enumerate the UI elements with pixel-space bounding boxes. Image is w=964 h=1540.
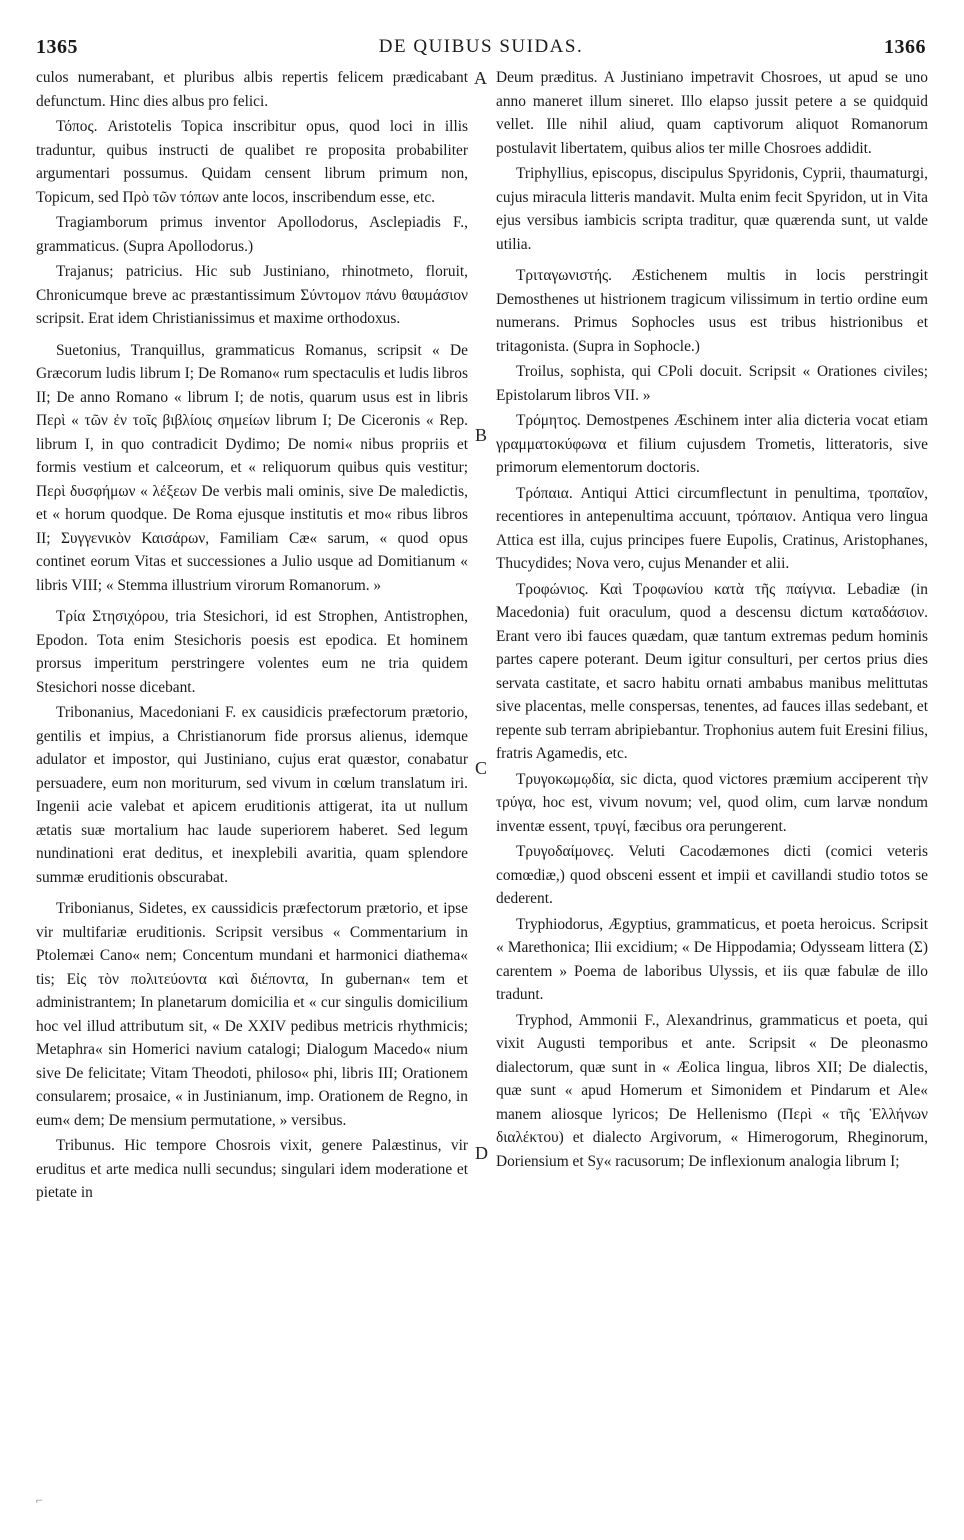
paragraph: Τόπος. Aristotelis Topica inscribitur opus, quod loci in illis traduntur, quibus instructi de qualibet re proposita probabiliter argumentari possumus. Quidam censent librum primum non, Topicum, sed Πρὸ τῶν τόπων ante locos, inscribendum esse, etc. bbox=[36, 118, 468, 206]
paragraph: Τρυγοδαίμονες. Veluti Cacodæmones dicti (comici veteris comœdiæ,) quod obsceni essent et impii et cavillandi studio totos se dederent. bbox=[496, 843, 928, 907]
right-column bbox=[496, 66, 928, 1175]
paragraph: Tryphiodorus, Ægyptius, grammaticus, et poeta heroicus. Scripsit « Marethonica; Ilii excidium; « De Hippodamia; Odysseam littera (Σ) carentem » Poema de laboribus Ulyssis, et iis quæ fabulæ de illo tradunt. bbox=[496, 915, 928, 1003]
page-number-left: 1365 bbox=[36, 36, 78, 58]
paragraph: Suetonius, Tranquillus, grammaticus Romanus, scripsit « De Græcorum ludis librum I; De Romano« rum spectaculis et ludis libros II; De anno Romano « librum I; de notis, quarum usus est in libris Περὶ « τῶν ἐν τοῖς βιβλίοις σημείων librum I; De Ciceronis « Rep. librum I, in quo contradicit Dydimo; De nomi« nibus propriis et formis vestium et calceorum, et « reliquorum quibus quis vestitur; Περὶ δυσφήμων « λέξεων De verbis mali ominis, sive De maledictis, et « horum quodque. De Roma ejusque institutis et mo« ribus libros II; Συγγενικὸν Καισάρων, Familiam Cæ« sarum, « quod opus continet eorum Vitas et successiones a Julio usque ad Domitianum « libris VIII; « Stemma illustrium virorum Romanorum. » bbox=[36, 341, 468, 594]
paragraph: Trajanus; patricius. Hic sub Justiniano, rhinotmeto, floruit, Chronicumque breve ac præstantissimum Σύντομον πάνυ θαυμάσιον scripsit. Erat idem Christianissimus et maxime orthodoxus. bbox=[36, 263, 468, 327]
paragraph: Tryphod, Ammonii F., Alexandrinus, grammaticus et poeta, qui vixit Augusti temporibus et ante. Scripsit « De pleonasmo dialectorum, quæ sunt in « Æolica lingua, libros XII; De dialectis, quæ sunt « apud Homerum et Simonidem et Pindarum et Ale« manem aliosque lyricos; De Hellenismo (Περὶ « τῆς Ἑλλήνων διαλέκτου) et dialecto Argivorum, « Himerogorum, Rheginorum, Doriensium et Sy« racusorum; De inflexionum analogia librum I; bbox=[496, 1011, 928, 1170]
paragraph: Tribonanius, Macedoniani F. ex causidicis præfectorum prætorio, gentilis et impius, a Christianorum fide prorsus alienus, idemque adulator et impostor, qui Justiniano, cujus erat quæstor, conabatur persuadere, eum non moriturum, sed vivum in cœlum translatum iri. Ingenii acie valebat et apicem eruditionis attigerat, ita ut nullum ætatis suæ mortalium hac laude superiorem haberet. Sed legum nundinationi erat deditus, et inexplebili avaritia, quam splendore summæ eruditionis obscurabat. bbox=[36, 704, 468, 886]
paragraph: Τρόμητος. Demostpenes Æschinem inter alia dicteria vocat etiam γραμματοκύφωνα et filium cujusdem Trometis, litteratoris, sive primorum elementorum doctoris. bbox=[496, 412, 928, 476]
footer-mark: ⌐ bbox=[36, 1493, 43, 1507]
paragraph: Tribunus. Hic tempore Chosrois vixit, genere Palæstinus, vir eruditus et arte medica nulli secundus; singulari idem moderatione et pietate in bbox=[36, 1137, 468, 1201]
paragraph: Τρυγοκωμῳδία, sic dicta, quod victores præmium acciperent τὴν τρύγα, hoc est, vivum novum; vel, quod olim, cum larvæ nondum inventæ essent, τρυγί, fæcibus ora perungerent. bbox=[496, 770, 928, 835]
paragraph: Τριταγωνιστής. Æstichenem multis in locis perstringit Demosthenes ut histrionem tragicum vilissimum in tertio ordine eum numerans. Primus Sophocles usus est tribus histrionibus et tritagonista. (Supra in Sophocle.) bbox=[496, 267, 928, 355]
paragraph: Tribonianus, Sidetes, ex caussidicis præfectorum prætorio, et ipse vir multifariæ eruditionis. Scripsit versibus « Commentarium in Ptolemæi Cano« nem; Concentum mundani et harmonici diathema« tis; Εἰς τὸν πολιτεύοντα καὶ διέποντα, In gubernan« tem et administrantem; In planetarum domicilia et « cur singulis domicilium hoc vel illud attributum sit, « De XXIV pedibus metricis rhythmicis; Metaphra« sin Homerici navium catalogi; Dialogum Macedo« nium sive De felicitate; Vitam Theodoti, philoso« phi, libris III; Orationem consularem; prosaice, « in Justinianum, imp. Orationem de Regno, in eum« dem; De mensium permutatione, » versibus. bbox=[36, 900, 468, 1129]
page-header bbox=[36, 36, 926, 64]
paragraph: Tragiamborum primus inventor Apollodorus, Asclepiadis F., grammaticus. (Supra Apollodorus.) bbox=[36, 214, 468, 255]
paragraph: Triphyllius, episcopus, discipulus Spyridonis, Cyprii, thaumaturgi, cujus miracula litteris mandavit. Multa enim fecit Spyridon, ut in Vita ejus versibus iambicis scripta traditur, quæ quærenda sunt, ut valde utilia. bbox=[496, 165, 928, 253]
running-title: DE QUIBUS SUIDAS. bbox=[378, 36, 584, 57]
left-column bbox=[36, 66, 468, 1207]
paragraph: Deum præditus. A Justiniano impetravit Chosroes, ut apud se uno anno maneret illum sineret. Illo elapso jussit petere a se quidquid vellet. Ille nihil aliud, quam captivorum aliquot Romanorum postulavit libertatem, quibus alios ter mille Chosroes addidit. bbox=[496, 69, 928, 157]
margin-marker-b: B bbox=[475, 425, 488, 445]
paragraph: culos numerabant, et pluribus albis repertis felicem prædicabant defunctum. Hinc dies albus pro felici. bbox=[36, 69, 468, 110]
paragraph: Τρία Στησιχόρου, tria Stesichori, id est Strophen, Antistrophen, Epodon. Tota enim Stesichoris poesis est epodica. Et hominem prorsus imperitum perstringere volentes eum ne tria quidem Stesichori nosse dicebant. bbox=[36, 608, 468, 696]
page-number-right: 1366 bbox=[884, 36, 926, 58]
margin-marker-c: C bbox=[475, 758, 488, 778]
margin-marker-a: A bbox=[474, 68, 487, 88]
margin-marker-d: D bbox=[475, 1143, 488, 1163]
paragraph: Τρόπαια. Antiqui Attici circumflectunt in penultima, τροπαῖον, recentiores in antepenultima accuunt, τρόπαιον. Antiqua vero lingua Attica est illa, cujus principes fuere Eupolis, Cratinus, Aristophanes, Thucydides; Nova vero, cujus Menander et alii. bbox=[496, 484, 928, 572]
paragraph: Troilus, sophista, qui CPoli docuit. Scripsit « Orationes civiles; Epistolarum libros VII. » bbox=[496, 363, 928, 404]
paragraph: Τροφώνιος. Καὶ Τροφωνίου κατὰ τῆς παίγνια. Lebadiæ (in Macedonia) fuit oraculum, quod a descensu dictum καταδάσιον. Erant vero ibi fauces quædam, quæ tantum extremas pedum hominis partes capere poterant. Deum igitur consulturi, per certos prius dies servata castitate, et sacro habitu ornati ambabus manibus melittutas sive placentas, melle conspersas, tenentes, ad fauces illas sedebant, et repente sub terram abripiebantur. Trophonius autem fuit Eresini filius, fratris Agamedis, etc. bbox=[496, 580, 928, 762]
